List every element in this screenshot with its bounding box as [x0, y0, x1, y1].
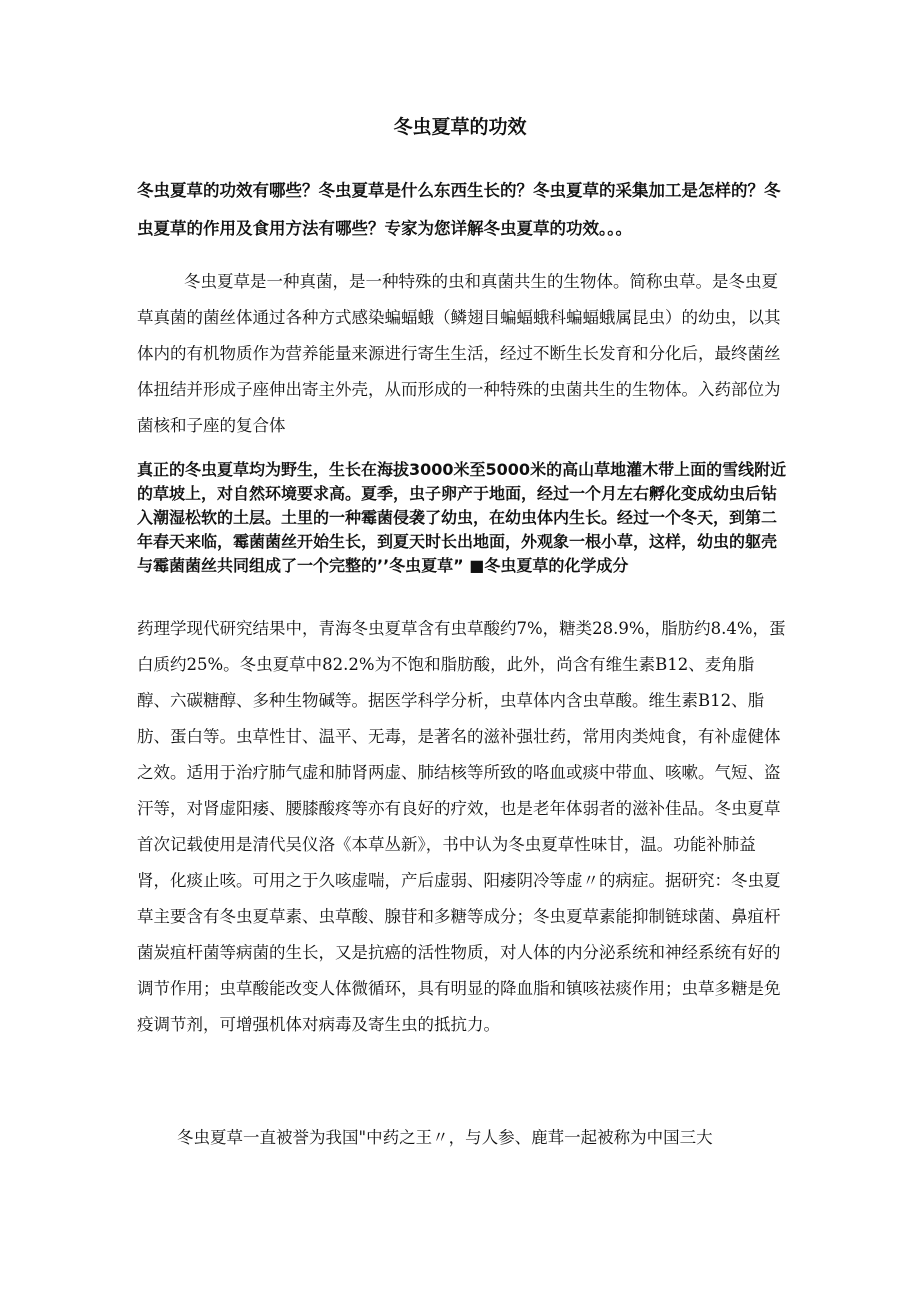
definition-paragraph: 冬虫夏草是一种真菌，是一种特殊的虫和真菌共生的生物体。简称虫草。是冬虫夏草真菌的菌丝体通过各种方式感染蝙蝠蛾（鳞翅目蝙蝠蛾科蝙蝠蛾属昆虫）的幼虫，以其体内的有机物质作为营养能量来源进行寄生生活，经过不断生长发育和分化后，最终菌丝体扭结并形成子座伸出寄主外壳，从而形成的一种特殊的虫菌共生的生物体。入药部位为菌核和子座的复合体 [137, 272, 781, 435]
final-paragraph: 冬虫夏草一直被誉为我国"中药之王〃，与人参、鹿茸一起被称为中国三大 [177, 1128, 713, 1147]
page-title: 冬虫夏草的功效 [393, 116, 527, 138]
growth-paragraph: 真正的冬虫夏草均为野生，生长在海拔3000米至5000米的高山草地灌木带上面的雪线附近的草坡上，对自然环境要求高。夏季，虫子卵产于地面，经过一个月左右孵化变成幼虫后钻入潮湿松软的土层。土里的一种霉菌侵袭了幼虫，在幼虫体内生长。经过一个冬天，到第二年春天来临，霉菌菌丝开始生长，到夏天时长出地面，外观象一根小草，这样，幼虫的躯壳与霉菌菌丝共同组成了一个完整的’’冬虫夏草” ■冬虫夏草的化学成分 [137, 460, 787, 575]
pharmacology-paragraph: 药理学现代研究结果中，青海冬虫夏草含有虫草酸约7%，糖类28.9%，脂肪约8.4%，蛋白质约25%。冬虫夏草中82.2%为不饱和脂肪酸，此外，尚含有维生素B12、麦角脂醇、六碳糖醇、多种生物碱等。据医学科学分析，虫草体内含虫草酸。维生素B12、脂肪、蛋白等。虫草性甘、温平、无毒，是著名的滋补强壮药，常用肉类炖食，有补虚健体之效。适用于治疗肺气虚和肺肾两虚、肺结核等所致的咯血或痰中带血、咳嗽。气短、盗汗等，对肾虚阳痿、腰膝酸疼等亦有良好的疗效，也是老年体弱者的滋补佳品。冬虫夏草首次记载使用是清代吴仪洛《本草丛新》，书中认为冬虫夏草性味甘，温。功能补肺益肾，化痰止咳。可用之于久咳虚喘，产后虚弱、阳痿阴冷等虚〃的病症。据研究：冬虫夏草主要含有冬虫夏草素、虫草酸、腺苷和多糖等成分；冬虫夏草素能抑制链球菌、鼻疽杆菌炭疽杆菌等病菌的生长，又是抗癌的活性物质，对人体的内分泌系统和神经系统有好的调节作用；虫草酸能改变人体微循环，具有明显的降血脂和镇咳祛痰作用；虫草多糖是免疫调节剂，可增强机体对病毒及寄生虫的抵抗力。 [137, 619, 786, 1034]
intro-paragraph: 冬虫夏草的功效有哪些？冬虫夏草是什么东西生长的？冬虫夏草的采集加工是怎样的？冬虫夏草的作用及食用方法有哪些？专家为您详解冬虫夏草的功效。。。 [137, 181, 781, 238]
